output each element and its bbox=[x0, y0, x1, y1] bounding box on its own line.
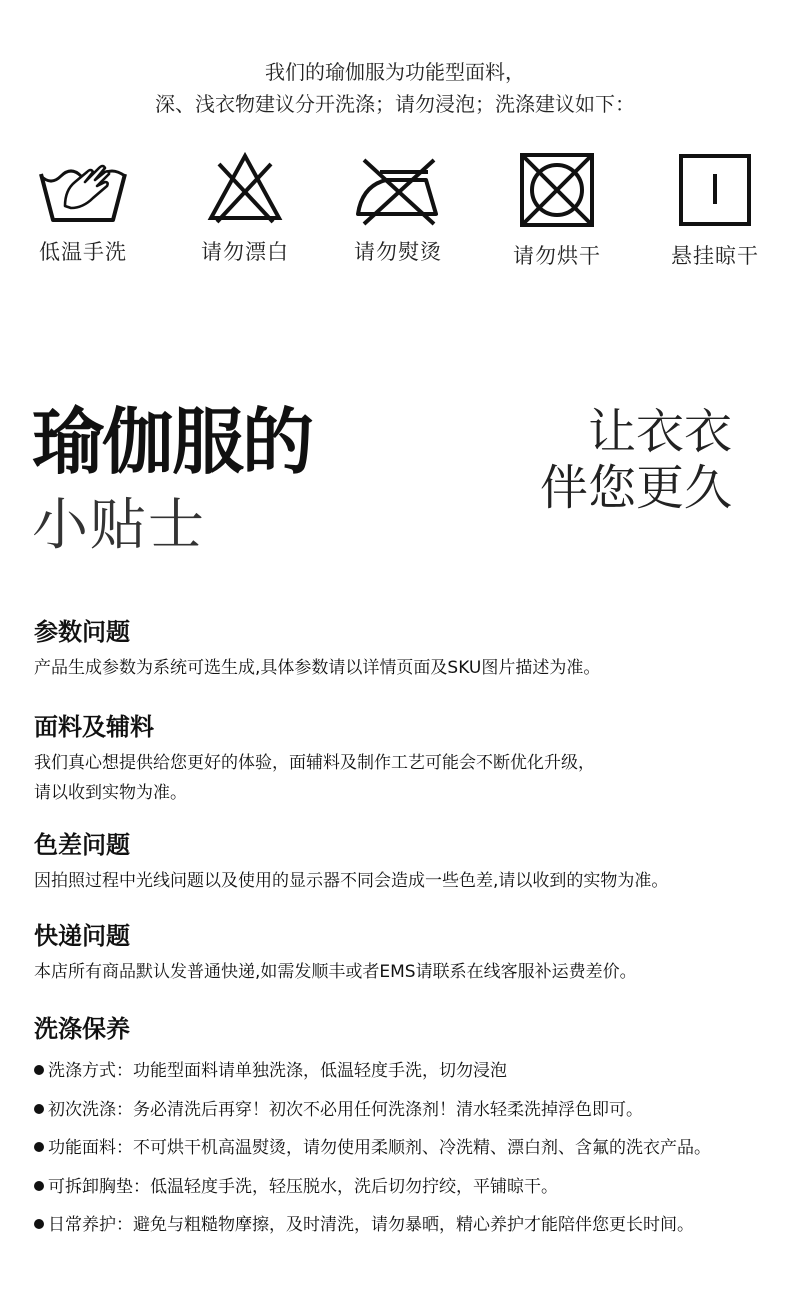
section-washing-care bbox=[34, 1014, 764, 1044]
section-title: 面料及辅料 bbox=[34, 713, 154, 741]
bullet-icon bbox=[34, 1142, 44, 1152]
tip-text: 可拆卸胸垫：低温轻度手洗，轻压脱水，洗后切勿拧绞，平铺晾干。 bbox=[48, 1176, 558, 1197]
no-bleach-icon bbox=[205, 150, 285, 226]
intro-line-2: 深、浅衣物建议分开洗涤；请勿浸泡；洗涤建议如下： bbox=[155, 92, 635, 116]
no-tumble-dry-icon bbox=[517, 150, 597, 230]
care-item-hand-wash bbox=[8, 150, 158, 266]
slogan bbox=[540, 404, 732, 516]
care-label: 请勿漂白 bbox=[201, 240, 289, 264]
care-item-no-iron bbox=[323, 150, 473, 266]
washing-tips-list bbox=[34, 1052, 774, 1245]
intro-line-1: 我们的瑜伽服为功能型面料， bbox=[265, 60, 525, 84]
section-body: 因拍照过程中光线问题以及使用的显示器不同会造成一些色差,请以收到的实物为准。 bbox=[34, 871, 669, 891]
section-parameters bbox=[34, 617, 764, 683]
tip-text: 洗涤方式：功能型面料请单独洗涤，低温轻度手洗，切勿浸泡 bbox=[48, 1061, 507, 1081]
bullet-icon bbox=[34, 1219, 44, 1229]
care-label: 请勿熨烫 bbox=[354, 240, 442, 264]
intro-text bbox=[0, 56, 790, 120]
list-item bbox=[34, 1206, 774, 1245]
section-body bbox=[34, 748, 764, 808]
list-item bbox=[34, 1091, 774, 1130]
care-instructions bbox=[0, 150, 790, 280]
tip-text: 初次洗涤：务必清洗后再穿！初次不必用任何洗涤剂！清水轻柔洗掉浮色即可。 bbox=[48, 1099, 643, 1120]
care-item-no-bleach bbox=[170, 150, 320, 266]
care-label: 低温手洗 bbox=[39, 240, 127, 264]
section-body: 本店所有商品默认发普通快递,如需发顺丰或者EMS请联系在线客服补运费差价。 bbox=[34, 962, 637, 982]
care-item-hang-dry bbox=[640, 150, 790, 270]
section-title: 参数问题 bbox=[34, 618, 130, 646]
care-label: 悬挂晾干 bbox=[671, 244, 759, 268]
page-title: 瑜伽服的 bbox=[32, 400, 313, 484]
no-iron-icon bbox=[350, 150, 446, 226]
slogan-line-2: 伴您更久 bbox=[539, 460, 732, 516]
page-subtitle: 小贴士 bbox=[32, 493, 206, 558]
hand-wash-icon bbox=[35, 150, 131, 226]
slogan-line-1: 让衣衣 bbox=[587, 404, 732, 460]
list-item bbox=[34, 1052, 774, 1091]
section-title: 洗涤保养 bbox=[34, 1015, 130, 1043]
section-body: 产品生成参数为系统可选生成,具体参数请以详情页面及SKU图片描述为准。 bbox=[34, 658, 601, 678]
tip-text: 功能面料：不可烘干机高温熨烫，请勿使用柔顺剂、冷洗精、漂白剂、含氟的洗衣产品。 bbox=[48, 1138, 711, 1158]
tip-text: 日常养护：避免与粗糙物摩擦，及时清洗，请勿暴晒，精心养护才能陪伴您更长时间。 bbox=[48, 1215, 694, 1235]
section-shipping bbox=[34, 921, 764, 987]
section-body-line: 请以收到实物为准。 bbox=[34, 783, 187, 803]
hang-dry-icon bbox=[675, 150, 755, 230]
bullet-icon bbox=[34, 1181, 44, 1191]
section-title: 快递问题 bbox=[34, 922, 130, 950]
section-color-difference bbox=[34, 830, 764, 896]
bullet-icon bbox=[34, 1065, 44, 1075]
care-item-no-tumble-dry bbox=[482, 150, 632, 270]
bullet-icon bbox=[34, 1104, 44, 1114]
care-label: 请勿烘干 bbox=[513, 244, 601, 268]
section-title: 色差问题 bbox=[34, 831, 130, 859]
list-item bbox=[34, 1168, 774, 1207]
section-fabric bbox=[34, 712, 764, 808]
list-item bbox=[34, 1129, 774, 1168]
section-body-line: 我们真心想提供给您更好的体验，面辅料及制作工艺可能会不断优化升级， bbox=[34, 753, 595, 773]
